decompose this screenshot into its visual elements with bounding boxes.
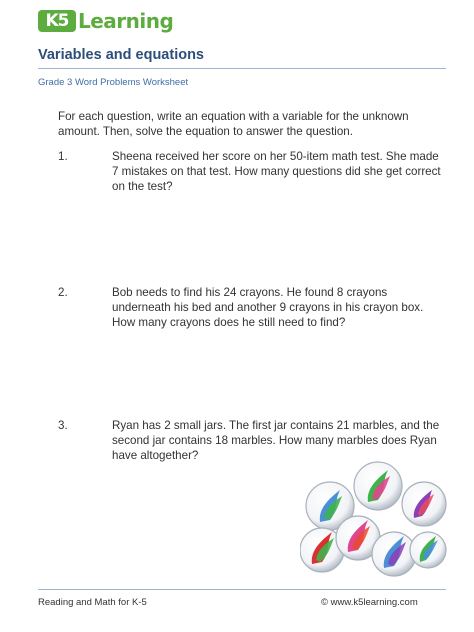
question-number: 2. bbox=[58, 286, 68, 299]
marbles-illustration bbox=[300, 452, 448, 582]
marble-icon bbox=[372, 532, 416, 576]
footer-website-link[interactable]: © www.k5learning.com bbox=[321, 597, 418, 608]
question-number: 3. bbox=[58, 419, 68, 432]
footer-divider bbox=[38, 589, 446, 590]
logo-mark: K5 bbox=[38, 10, 76, 32]
question-text: Bob needs to find his 24 crayons. He found 8 crayons underneath his bed and another 9 crayons in his crayon box. How many crayons does he still need to find? bbox=[112, 286, 424, 329]
instructions: For each question, write an equation with a variable for the unknown amount. Then, solve the equation to answer the question. bbox=[58, 110, 409, 138]
question-text: Sheena received her score on her 50-item math test. She made 7 mistakes on that test. How many questions did she get correct on the test? bbox=[112, 150, 441, 193]
marble-icon bbox=[402, 482, 446, 526]
marble-icon bbox=[410, 532, 446, 568]
page-title: Variables and equations bbox=[38, 47, 204, 63]
marble-icon bbox=[354, 462, 402, 510]
worksheet-subtitle: Grade 3 Word Problems Worksheet bbox=[38, 77, 189, 88]
question-text: Ryan has 2 small jars. The first jar contains 21 marbles, and the second jar contains 18 marbles. How many marbles does Ryan have altogether? bbox=[112, 419, 440, 462]
k5-learning-logo bbox=[38, 8, 178, 36]
footer-tagline: Reading and Math for K-5 bbox=[38, 597, 147, 608]
logo-wordmark: Learning bbox=[78, 9, 174, 33]
header-divider bbox=[38, 68, 446, 69]
question-number: 1. bbox=[58, 150, 68, 163]
